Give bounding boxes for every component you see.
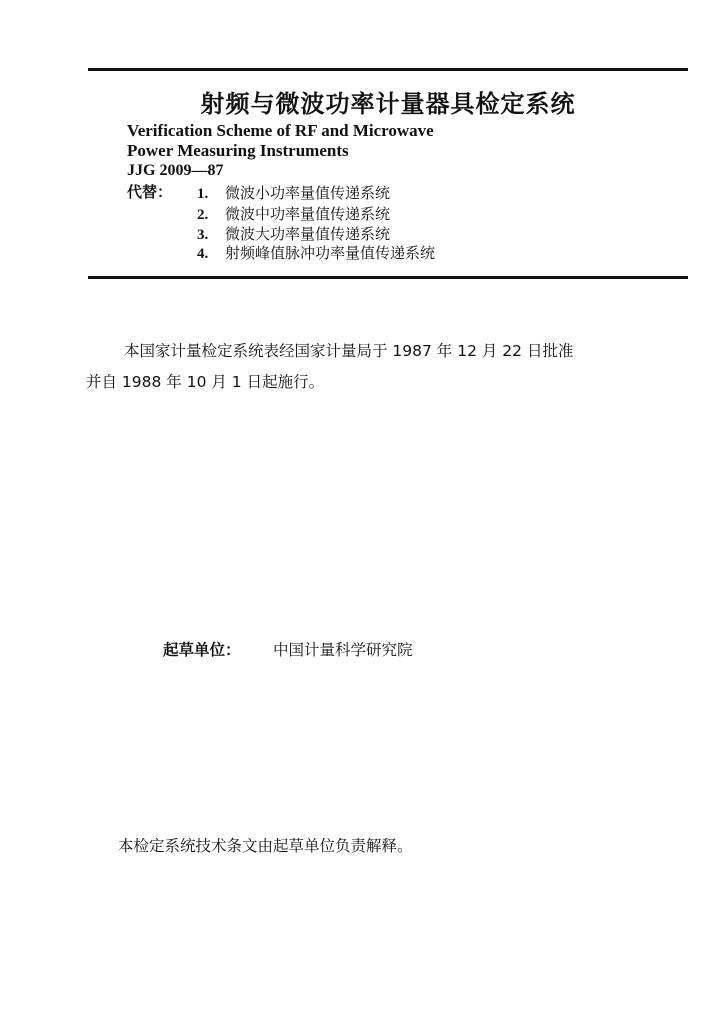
replaces-item-number: 2. <box>197 207 209 223</box>
replaces-item-text: 微波中功率量值传递系统 <box>225 205 391 223</box>
document-title-en-line1: Verification Scheme of RF and Microwave <box>127 121 434 140</box>
replaces-item-text: 微波小功率量值传递系统 <box>225 184 391 202</box>
document-code: JJG 2009—87 <box>127 162 224 179</box>
document-title-zh: 射频与微波功率计量器具检定系统 <box>200 90 576 118</box>
document-title-en-line2: Power Measuring Instruments <box>127 141 349 160</box>
replaces-item-text: 射频峰值脉冲功率量值传递系统 <box>225 244 436 262</box>
replaces-item <box>197 224 390 245</box>
replaces-label: 代替： <box>127 183 173 201</box>
approval-statement-line2: 并自 1988 年 10 月 1 日起施行。 <box>86 373 325 391</box>
drafter-label: 起草单位： <box>163 641 241 659</box>
replaces-item-text: 微波大功率量值传递系统 <box>225 225 391 243</box>
replaces-item <box>197 243 435 264</box>
bottom-rule <box>88 276 688 279</box>
replaces-item <box>197 183 390 204</box>
interpretation-statement: 本检定系统技术条文由起草单位负责解释。 <box>118 837 413 855</box>
drafter-value: 中国计量科学研究院 <box>273 641 413 659</box>
top-rule <box>88 68 688 71</box>
replaces-item-number: 1. <box>197 186 209 202</box>
replaces-item-number: 4. <box>197 246 209 262</box>
approval-statement-line1: 本国家计量检定系统表经国家计量局于 1987 年 12 月 22 日批准 <box>124 342 574 360</box>
replaces-item <box>197 204 390 225</box>
replaces-item-number: 3. <box>197 227 209 243</box>
